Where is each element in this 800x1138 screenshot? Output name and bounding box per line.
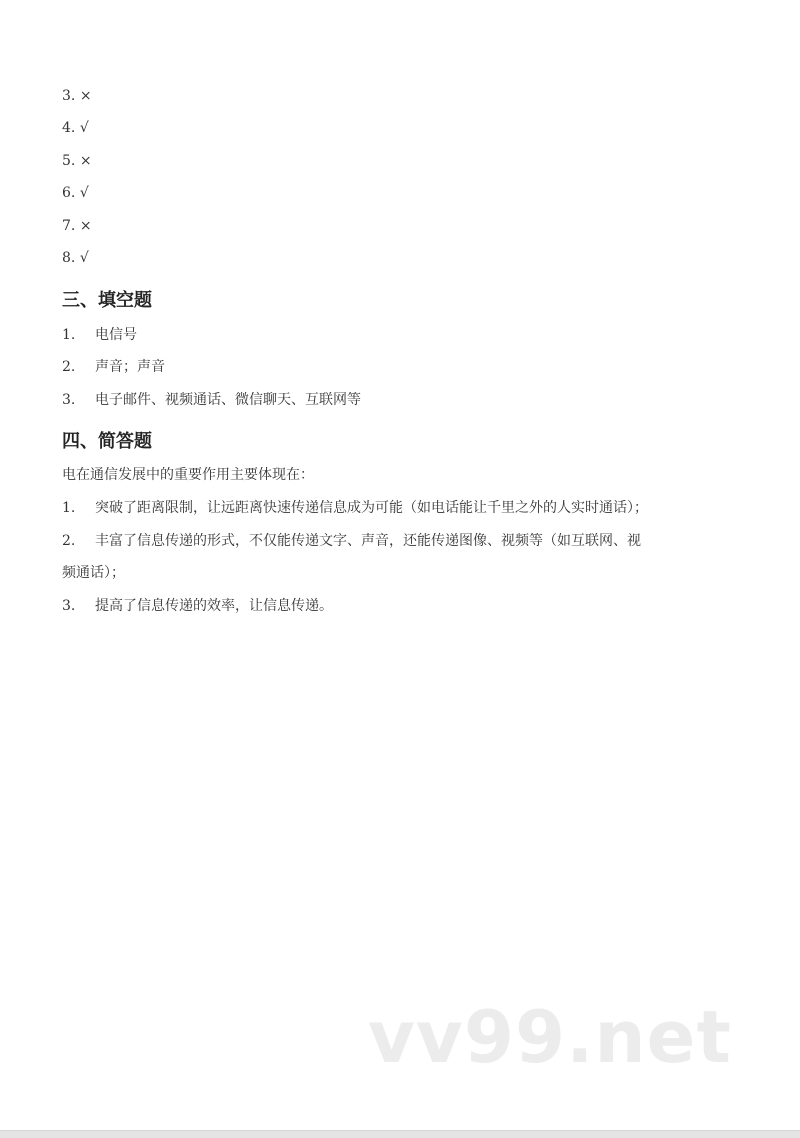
item-number: 2. — [62, 533, 76, 549]
answer-line — [62, 152, 92, 170]
answer-mark: √ — [79, 250, 89, 266]
list-item — [62, 532, 641, 550]
answer-number: 4. — [62, 120, 76, 136]
intro-text: 电在通信发展中的重要作用主要体现在： — [62, 467, 314, 483]
answer-mark: √ — [79, 185, 89, 201]
list-item — [62, 391, 361, 409]
answer-number: 6. — [62, 185, 76, 201]
answer-line — [62, 87, 92, 105]
answer-line — [62, 249, 89, 267]
answer-number: 3. — [62, 88, 76, 104]
answer-line — [62, 184, 89, 202]
section-heading-fill-blank: 三、填空题 — [62, 290, 152, 311]
item-text: 丰富了信息传递的形式，不仅能传递文字、声音，还能传递图像、视频等（如互联网、视 — [95, 533, 641, 549]
item-number: 1. — [62, 327, 76, 343]
list-item — [62, 358, 165, 376]
item-text: 声音；声音 — [95, 359, 165, 375]
list-item — [62, 597, 333, 615]
answer-number: 5. — [62, 153, 76, 169]
answer-line — [62, 119, 89, 137]
item-text: 电子邮件、视频通话、微信聊天、互联网等 — [95, 392, 361, 408]
answer-number: 7. — [62, 218, 76, 234]
answer-number: 8. — [62, 250, 76, 266]
item-number: 1. — [62, 500, 76, 516]
watermark: vv99.net — [368, 995, 732, 1079]
answer-line — [62, 217, 92, 235]
list-item — [62, 326, 137, 344]
item-text-continued: 频通话）； — [62, 565, 125, 581]
item-number: 3. — [62, 598, 76, 614]
answer-mark: × — [79, 88, 92, 104]
item-text: 提高了信息传递的效率，让信息传递。 — [95, 598, 333, 614]
list-item — [62, 499, 648, 517]
section-heading-short-answer: 四、简答题 — [62, 431, 152, 452]
item-text: 电信号 — [95, 327, 137, 343]
answer-mark: √ — [79, 120, 89, 136]
answer-mark: × — [79, 218, 92, 234]
item-text: 突破了距离限制，让远距离快速传递信息成为可能（如电话能让千里之外的人实时通话）； — [95, 500, 648, 516]
item-number: 3. — [62, 392, 76, 408]
item-number: 2. — [62, 359, 76, 375]
answer-mark: × — [79, 153, 92, 169]
